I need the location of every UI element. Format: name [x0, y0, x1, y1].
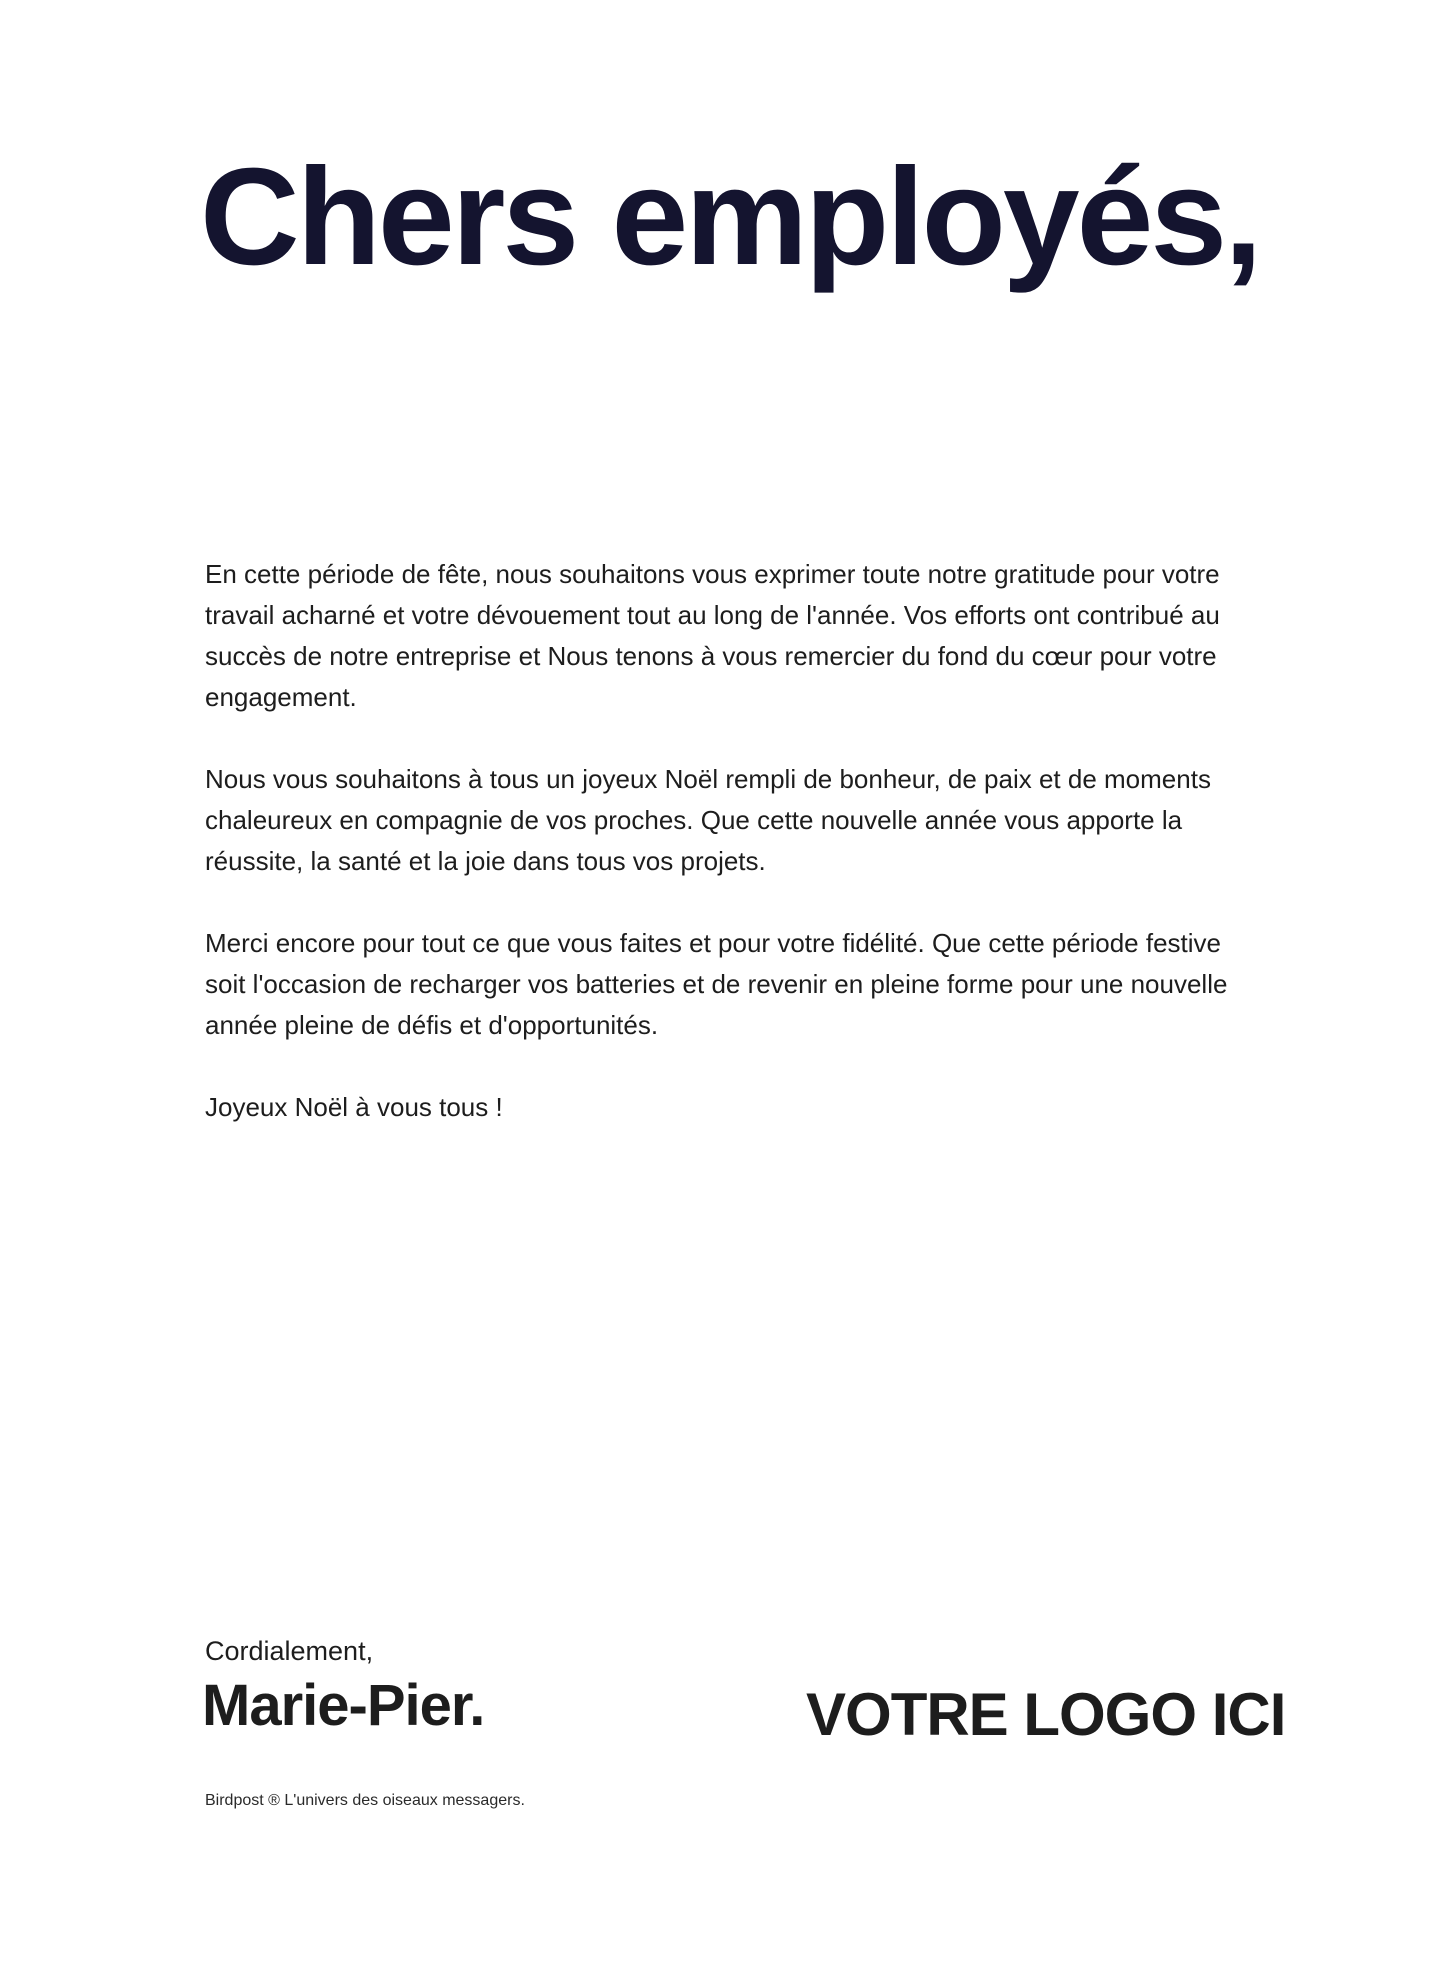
paragraph-greeting: Joyeux Noël à vous tous ! — [205, 1092, 503, 1122]
closing-text: Cordialement, — [205, 1636, 374, 1666]
paragraph-gratitude: En cette période de fête, nous souhaitons vous exprimer toute notre gratitude pour votre travail acharné et votre dévouement tout au long de l'année. Vos efforts ont contribué au succès de notre entreprise et Nous tenons à vous remercier du fond du cœur pour votre engagement. — [205, 559, 1220, 712]
logo-placeholder: VOTRE LOGO ICI — [806, 1681, 1286, 1748]
signature-name: Marie-Pier. — [202, 1673, 485, 1738]
paragraph-wishes: Nous vous souhaitons à tous un joyeux Noël rempli de bonheur, de paix et de moments chaleureux en compagnie de vos proches. Que cette nouvelle année vous apporte la réussite, la santé et la joie dans tous vos projets. — [205, 764, 1211, 876]
paragraph-thanks: Merci encore pour tout ce que vous faites et pour votre fidélité. Que cette période festive soit l'occasion de recharger vos batteries et de revenir en pleine forme pour une nouvelle année pleine de défis et d'opportunités. — [205, 928, 1228, 1040]
footer-credit: Birdpost ® L'univers des oiseaux messagers. — [205, 1792, 525, 1809]
letter-body — [205, 554, 1265, 1169]
letter-headline: Chers employés, — [200, 140, 1260, 294]
